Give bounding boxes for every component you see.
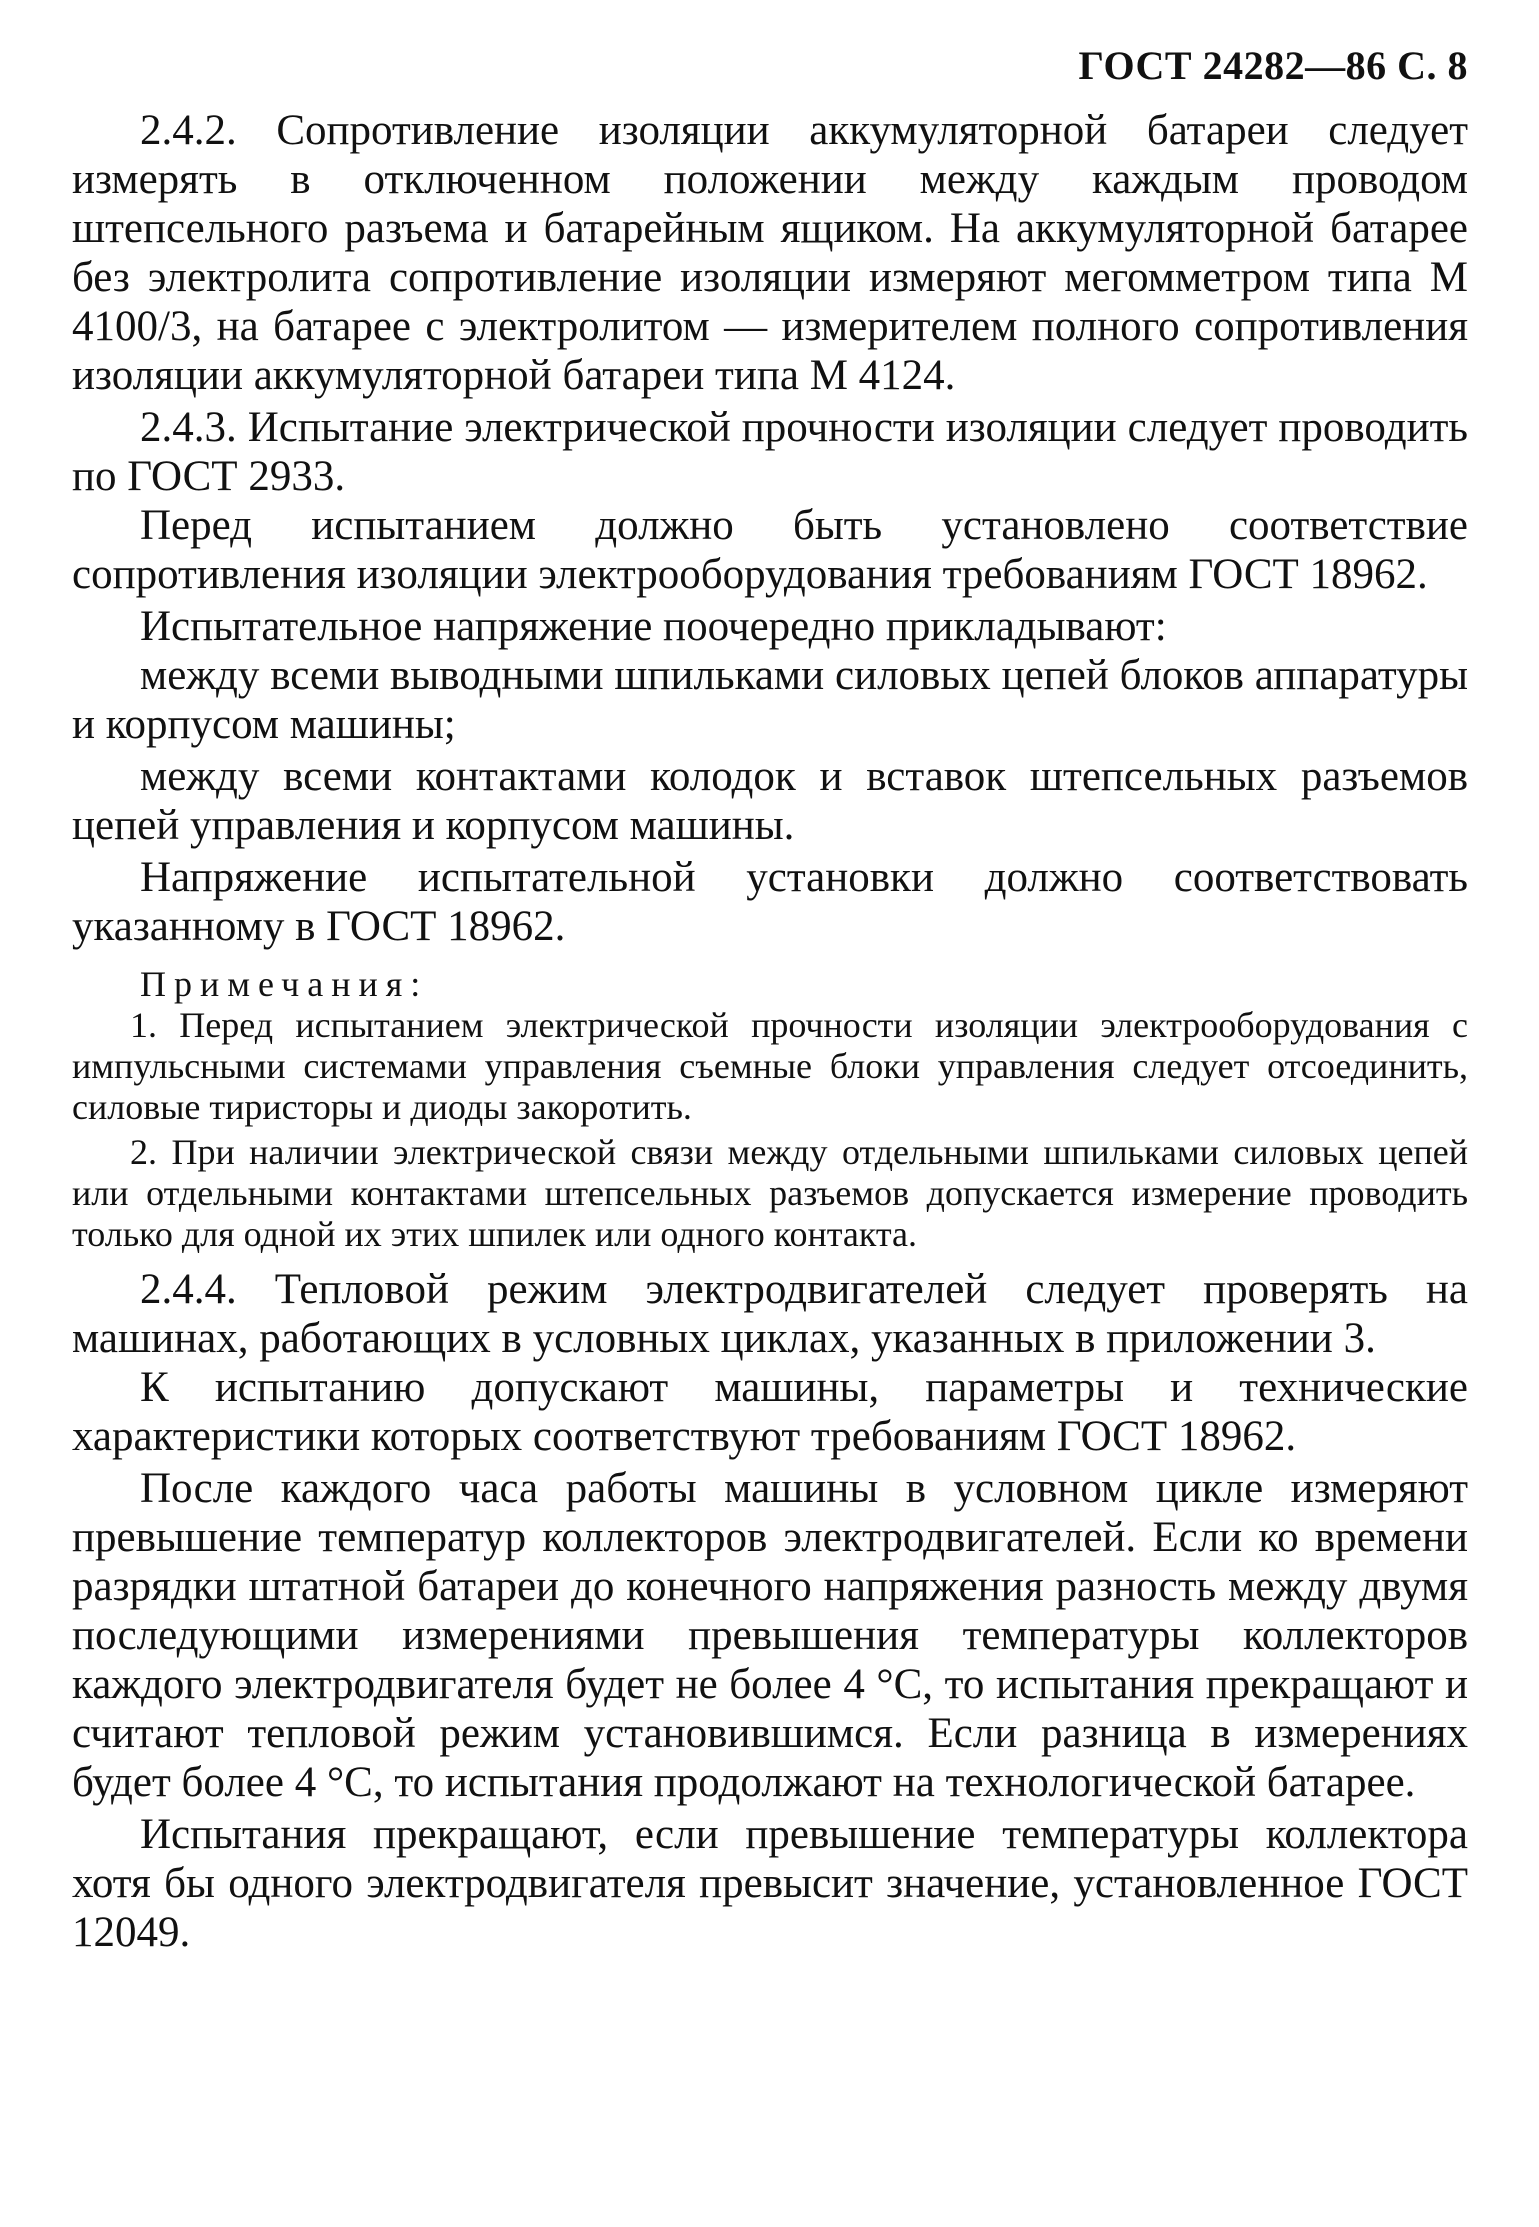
notes-title: Примечания: bbox=[140, 964, 429, 1004]
paragraph-test-setup-voltage: Напряжение испытательной установки должно соответствовать указанному в ГОСТ 18962. bbox=[72, 854, 1468, 950]
paragraph-2-4-4: 2.4.4. Тепловой режим электродвигателей следует проверять на машинах, работающих в условных циклах, указанных в приложении 3. bbox=[72, 1266, 1468, 1362]
page-header: ГОСТ 24282—86 С. 8 bbox=[1078, 43, 1468, 88]
paragraph-test-stop: Испытания прекращают, если превышение температуры коллектора хотя бы одного электродвигателя превысит значение, установленное ГОСТ 12049. bbox=[72, 1811, 1468, 1956]
paragraph-test-voltage: Испытательное напряжение поочередно прикладывают: bbox=[140, 603, 1167, 650]
paragraph-2-4-2: 2.4.2. Сопротивление изоляции аккумуляторной батареи следует измерять в отключенном положении между каждым проводом штепсельного разъема и батарейным ящиком. На аккумуляторной батарее без электролита сопротивление изоляции измеряют мегомметром типа М 4100/3, на батарее с электролитом — измерителем полного сопротивления изоляции аккумуляторной батареи типа М 4124. bbox=[72, 107, 1468, 399]
paragraph-2-4-3: 2.4.3. Испытание электрической прочности изоляции следует проводить по ГОСТ 2933. bbox=[72, 404, 1468, 500]
list-item-contacts: между всеми контактами колодок и вставок штепсельных разъемов цепей управления и корпусом машины. bbox=[72, 753, 1468, 849]
note-item-2: 2. При наличии электрической связи между отдельными шпильками силовых цепей или отдельными контактами штепсельных разъемов допускается измерение проводить только для одной их этих шпилек или одного контакта. bbox=[72, 1132, 1468, 1254]
note-item-1: 1. Перед испытанием электрической прочности изоляции электрооборудования с импульсными системами управления съемные блоки управления следует отсоединить, силовые тиристоры и диоды закоротить. bbox=[72, 1005, 1468, 1127]
paragraph-hourly-measurement: После каждого часа работы машины в условном цикле измеряют превышение температур коллекторов электродвигателей. Если ко времени разрядки штатной батареи до конечного напряжения разность между двумя последующими измерениями превышения температуры коллекторов каждого электродвигателя будет не более 4 °С, то испытания прекращают и считают тепловой режим установившимся. Если разница в измерениях будет более 4 °С, то испытания продолжают на технологической батарее. bbox=[72, 1465, 1468, 1806]
document-page bbox=[72, 40, 1468, 1960]
paragraph-before-test: Перед испытанием должно быть установлено соответствие сопротивления изоляции электрооборудования требованиям ГОСТ 18962. bbox=[72, 502, 1468, 598]
notes-block bbox=[72, 963, 1468, 1255]
list-item-pins: между всеми выводными шпильками силовых цепей блоков аппаратуры и корпусом машины; bbox=[72, 652, 1468, 748]
paragraph-admission: К испытанию допускают машины, параметры и технические характеристики которых соответствуют требованиям ГОСТ 18962. bbox=[72, 1364, 1468, 1460]
